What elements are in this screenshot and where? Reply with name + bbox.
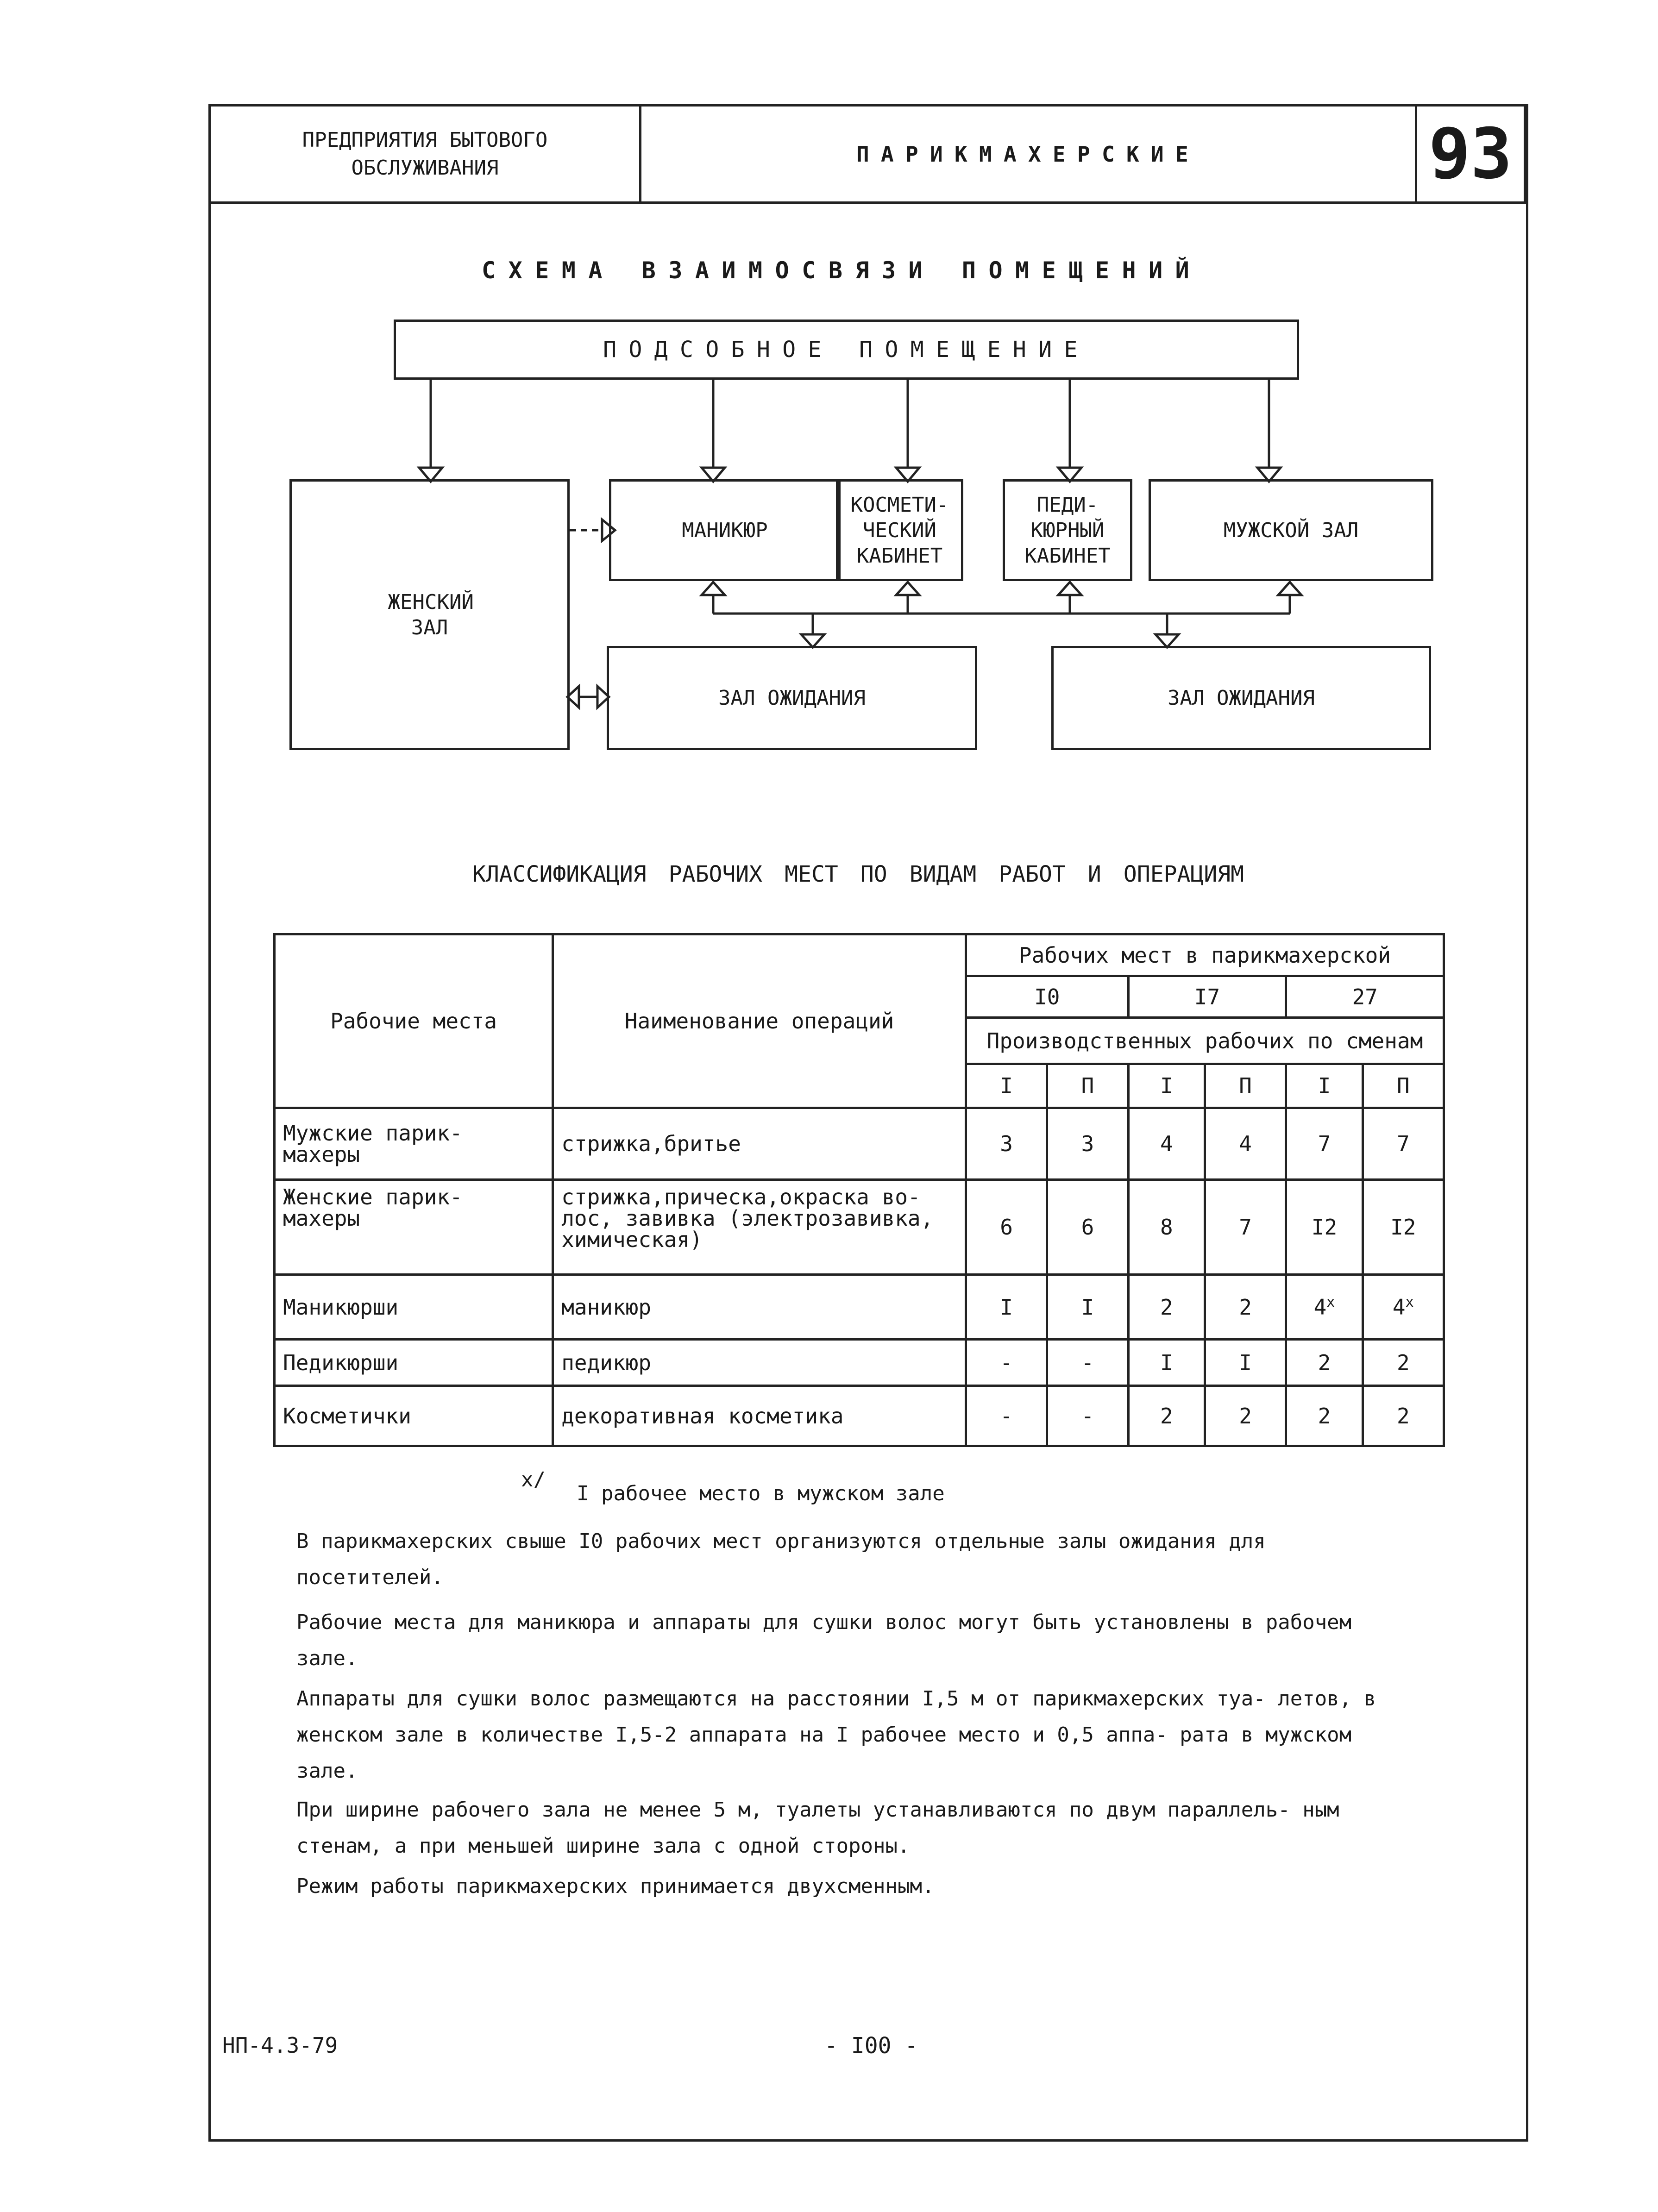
node-women-hall xyxy=(289,479,570,750)
node-waiting-room-2 xyxy=(1051,646,1431,750)
node-manicure xyxy=(609,479,841,581)
row-operations: педикюр xyxy=(553,1340,966,1386)
node-pedicure-cabinet-label: ПЕДИ- КЮРНЫЙ КАБИНЕТ xyxy=(1024,493,1111,568)
cell-value: 3 xyxy=(966,1108,1047,1180)
row-operations: стрижка,бритье xyxy=(553,1108,966,1180)
cell-value: - xyxy=(1047,1386,1128,1446)
node-waiting-room-1-label: ЗАЛ ОЖИДАНИЯ xyxy=(718,686,866,710)
row-operations: маникюр xyxy=(553,1275,966,1340)
node-waiting-room-1 xyxy=(607,646,977,750)
paragraph: В парикмахерских свыше I0 рабочих мест организуются отдельные залы ожидания для посетителей. xyxy=(296,1529,1266,1589)
node-utility-room-label: ПОДСОБНОЕ ПОМЕЩЕНИЕ xyxy=(603,337,1090,363)
footnote-text: I рабочее место в мужском зале xyxy=(577,1482,945,1505)
footnote-marker: x xyxy=(1326,1294,1335,1311)
node-manicure-label: МАНИКЮР xyxy=(682,518,768,542)
cell-value: I xyxy=(1047,1275,1128,1340)
cell-value-marked xyxy=(1363,1275,1444,1340)
cell-value: 7 xyxy=(1205,1180,1286,1275)
col-header-workers: Производственных рабочих по сменам xyxy=(966,1018,1444,1064)
cell-value: 2 xyxy=(1286,1340,1363,1386)
node-pedicure-cabinet xyxy=(1003,479,1132,581)
row-workplace: Косметички xyxy=(275,1386,553,1446)
table-row xyxy=(275,1386,1444,1446)
table-row xyxy=(275,1108,1444,1180)
node-cosmetic-cabinet xyxy=(836,479,963,581)
col-header-workplaces: Рабочие места xyxy=(275,934,553,1108)
cell-value: 4 xyxy=(1392,1294,1406,1320)
col-header-size: 27 xyxy=(1286,976,1444,1018)
cell-value: 8 xyxy=(1128,1180,1205,1275)
cell-value: 2 xyxy=(1363,1386,1444,1446)
paragraph: Рабочие места для маникюра и аппараты для сушки волос могут быть установлены в рабочем зале. xyxy=(296,1610,1352,1670)
table-row xyxy=(275,1180,1444,1275)
cell-value: 6 xyxy=(966,1180,1047,1275)
workplace-table xyxy=(273,933,1445,1447)
cell-value: 4 xyxy=(1313,1294,1327,1320)
col-header-shift: П xyxy=(1363,1064,1444,1108)
table-row xyxy=(275,1275,1444,1340)
cell-value: I xyxy=(1128,1340,1205,1386)
table-title: КЛАССИФИКАЦИЯ РАБОЧИХ МЕСТ ПО ВИДАМ РАБОТ И ОПЕРАЦИЯМ xyxy=(472,861,1244,887)
node-men-hall xyxy=(1149,479,1433,581)
col-header-shift: I xyxy=(1128,1064,1205,1108)
row-operations: декоративная косметика xyxy=(553,1386,966,1446)
paragraph: При ширине рабочего зала не менее 5 м, туалеты устанавливаются по двум параллель- ным стенам, а при меньшей ширине зала с одной стороны. xyxy=(296,1798,1339,1858)
cell-value: I2 xyxy=(1286,1180,1363,1275)
document-code: НП-4.3-79 xyxy=(222,2033,338,2058)
cell-value: 6 xyxy=(1047,1180,1128,1275)
cell-value: 7 xyxy=(1363,1108,1444,1180)
cell-value: I2 xyxy=(1363,1180,1444,1275)
cell-value: 2 xyxy=(1128,1386,1205,1446)
row-workplace: Женские парик- махеры xyxy=(275,1180,553,1275)
cell-value: I xyxy=(1205,1340,1286,1386)
col-header-size: I7 xyxy=(1128,976,1286,1018)
header-section-text: ПАРИКМАХЕРСКИЕ xyxy=(856,141,1200,167)
node-cosmetic-cabinet-label: КОСМЕТИ- ЧЕСКИЙ КАБИНЕТ xyxy=(850,493,949,568)
table-row xyxy=(275,1340,1444,1386)
cell-value: 2 xyxy=(1286,1386,1363,1446)
node-waiting-room-2-label: ЗАЛ ОЖИДАНИЯ xyxy=(1168,686,1315,710)
diagram-title: СХЕМА ВЗАИМОСВЯЗИ ПОМЕЩЕНИЙ xyxy=(482,257,1202,284)
node-utility-room xyxy=(394,320,1299,380)
cell-value: - xyxy=(966,1386,1047,1446)
cell-value: 2 xyxy=(1128,1275,1205,1340)
cell-value: 2 xyxy=(1205,1275,1286,1340)
cell-value-marked xyxy=(1286,1275,1363,1340)
page-number: - I00 - xyxy=(824,2033,918,2059)
col-header-shift: П xyxy=(1205,1064,1286,1108)
col-header-shift: П xyxy=(1047,1064,1128,1108)
row-workplace: Маникюрши xyxy=(275,1275,553,1340)
cell-value: 3 xyxy=(1047,1108,1128,1180)
footnote-marker: x xyxy=(1405,1294,1414,1311)
col-header-size: I0 xyxy=(966,976,1128,1018)
cell-value: - xyxy=(966,1340,1047,1386)
paragraph: Аппараты для сушки волос размещаются на расстоянии I,5 м от парикмахерских туа- летов, в женском зале в количестве I,5-2 аппарата на I рабочее место и 0,5 аппа- рата в мужском зале. xyxy=(296,1687,1376,1783)
cell-value: I xyxy=(966,1275,1047,1340)
col-header-shift: I xyxy=(966,1064,1047,1108)
row-workplace: Мужские парик- махеры xyxy=(275,1108,553,1180)
cell-value: 2 xyxy=(1363,1340,1444,1386)
sheet-number: 93 xyxy=(1428,113,1513,194)
cell-value: 7 xyxy=(1286,1108,1363,1180)
paragraph: Режим работы парикмахерских принимается двухсменным. xyxy=(296,1874,935,1898)
row-workplace: Педикюрши xyxy=(275,1340,553,1386)
cell-value: 4 xyxy=(1128,1108,1205,1180)
node-men-hall-label: МУЖСКОЙ ЗАЛ xyxy=(1223,518,1359,542)
col-header-shift: I xyxy=(1286,1064,1363,1108)
cell-value: 4 xyxy=(1205,1108,1286,1180)
node-women-hall-label: ЖЕНСКИЙ ЗАЛ xyxy=(388,590,474,639)
row-operations: стрижка,прическа,окраска во- лос, завивка (электрозавивка, химическая) xyxy=(553,1180,966,1275)
col-header-group: Рабочих мест в парикмахерской xyxy=(966,934,1444,976)
footnote-mark: x/ xyxy=(521,1468,546,1491)
header-category-text: ПРЕДПРИЯТИЯ БЫТОВОГО ОБСЛУЖИВАНИЯ xyxy=(302,128,548,180)
cell-value: 2 xyxy=(1205,1386,1286,1446)
cell-value: - xyxy=(1047,1340,1128,1386)
col-header-operations: Наименование операций xyxy=(553,934,966,1108)
